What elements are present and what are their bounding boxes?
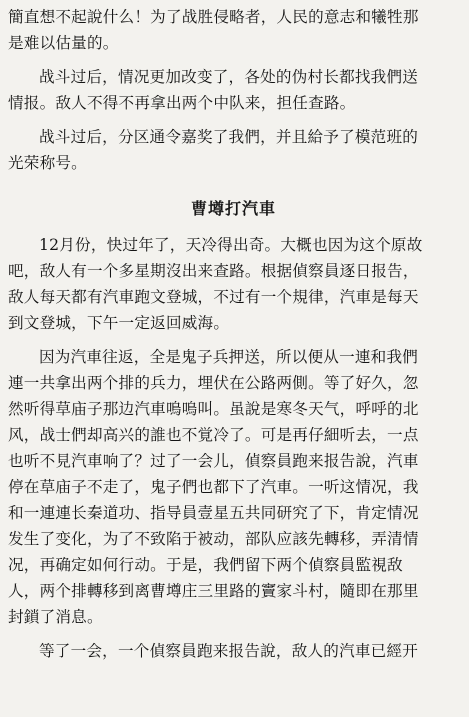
paragraph-continuation — [8, 0, 459, 56]
text-line: 連一共拿出两个排的兵力，埋伏在公路两側。等了好久，忽 — [8, 374, 419, 392]
text-line: 也听不見汽車响了？过了一会儿，偵察員跑来报告說，汽車 — [8, 452, 419, 470]
text-line: 因为汽車往返，全是鬼子兵押送，所以便从一連和我們 — [39, 348, 419, 366]
text-line: 12月份，快过年了，天冷得出奇。大概也因为这个原故 — [39, 236, 423, 254]
text-line: 情报。敌人不得不再拿出两个中队来，担任查路。 — [8, 94, 356, 112]
text-line: 和一連連长秦道功、指导員壹星五共同研究了下，肯定情况 — [8, 504, 419, 522]
paragraph-commendation — [8, 124, 459, 176]
text-line: 光荣称号。 — [8, 154, 87, 172]
text-line: 是难以估量的。 — [8, 34, 119, 52]
text-line: 敌人每天都有汽車跑文登城，不过有一个規律，汽車是每天 — [8, 288, 419, 306]
text-line: 到文登城，下午一定返回威海。 — [8, 314, 230, 332]
text-line: 况，再确定如何行动。于是，我們留下两个偵察員監視敌 — [8, 556, 403, 574]
text-line: 封鎖了消息。 — [8, 608, 103, 626]
paragraph-intel-report — [8, 64, 459, 116]
paragraph-waiting — [8, 638, 459, 664]
text-line: 发生了变化，为了不致陷于被动，部队应該先轉移，弄清情 — [8, 530, 419, 548]
text-line: 簡直想不起說什么！为了战胜侵略者，人民的意志和犧牲那 — [8, 8, 419, 26]
paragraph-ambush — [8, 344, 459, 630]
text-line: 停在草庙子不走了，鬼子們也都下了汽車。一听这情况，我 — [8, 478, 419, 496]
text-line: 战斗过后，情况更加改变了，各处的伪村长都找我們送 — [39, 68, 419, 86]
paragraph-december — [8, 232, 459, 336]
text-line: 然听得草庙子那边汽車嗚嗚叫。虽說是寒冬天气，呼呼的北 — [8, 400, 419, 418]
text-line: 战斗过后，分区通令嘉奖了我們，并且給予了模范班的 — [39, 128, 419, 146]
text-line: 人，两个排轉移到离曹墫庄三里路的竇家斗村，隨即在那里 — [8, 582, 419, 600]
text-line: 等了一会，一个偵察員跑来报告說，敌人的汽車已經开 — [39, 642, 419, 660]
text-line: 风，战士們却高兴的誰也不覚冷了。可是再仔細听去，一点 — [8, 426, 419, 444]
section-heading: 曹墫打汽車 — [190, 199, 276, 218]
text-line: 吧，敌人有一个多星期沒出来查路。根据偵察員逐日报告， — [8, 262, 419, 280]
